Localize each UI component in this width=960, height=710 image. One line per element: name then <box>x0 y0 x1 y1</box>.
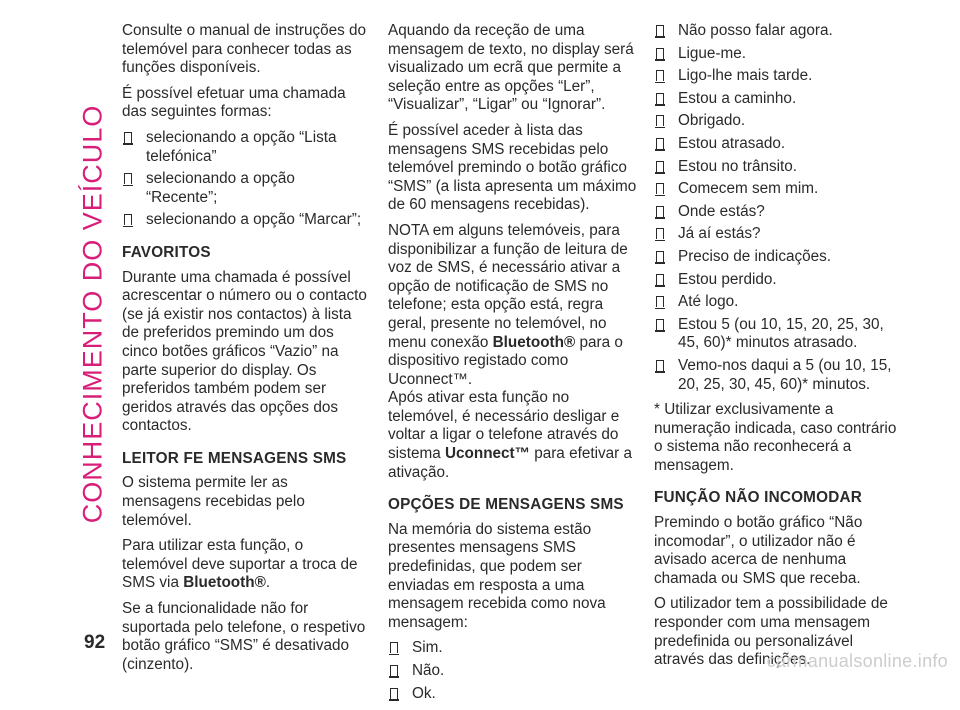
paragraph: Premindo o botão gráfico “Não incomodar”, o utilizador não é avisado acerca de nenhuma chamada ou SMS que receba. <box>654 514 863 587</box>
checkbox-bullet-icon <box>124 132 132 143</box>
list-item: selecionando a opção “Marcar”; <box>122 211 370 230</box>
paragraph: Para utilizar esta função, o telemóvel deve suportar a troca de SMS via Bluetooth®. <box>122 537 358 592</box>
list-item: Estou atrasado. <box>654 135 904 154</box>
paragraph: Durante uma chamada é possível acrescentar o número ou o contacto (se já existir nos contactos) à lista de preferidos premindo um dos cinco botões gráficos “Vazio” na parte superior do display. Os preferidos também podem ser geridos através das opções dos contactos. <box>122 268 367 435</box>
watermark: carmanualsonline.info <box>766 651 948 671</box>
heading-nao-incomodar: FUNÇÃO NÃO INCOMODAR <box>654 489 862 507</box>
checkbox-bullet-icon <box>656 70 664 81</box>
checkbox-bullet-icon <box>656 274 664 285</box>
paragraph: Consulte o manual de instruções do telemóvel para conhecer todas as funções disponíveis. <box>122 22 367 77</box>
sms-replies-list <box>388 639 638 703</box>
paragraph: Após ativar esta função no telemóvel, é necessário desligar e voltar a ligar o telefone através do sistema Uconnect™ para efetivar a ativação. <box>388 389 632 481</box>
paragraph: É possível efetuar uma chamada das seguintes formas: <box>122 84 346 121</box>
list-item: Estou perdido. <box>654 271 904 290</box>
list-item: Ok. <box>388 685 638 704</box>
section-side-title <box>78 14 108 614</box>
column-2 <box>388 22 638 710</box>
checkbox-bullet-icon <box>124 173 132 184</box>
checkbox-bullet-icon <box>656 115 664 126</box>
bold-term: Uconnect™ <box>444 445 530 463</box>
list-item: Vemo-nos daqui a 5 (ou 10, 15, 20, 25, 30, 45, 60)* minutos. <box>654 357 904 394</box>
list-item: Ligue-me. <box>654 45 904 64</box>
heading-opcoes-sms: OPÇÕES DE MENSAGENS SMS <box>388 496 624 514</box>
checkbox-bullet-icon <box>656 183 664 194</box>
list-item: Obrigado. <box>654 112 904 131</box>
checkbox-bullet-icon <box>656 251 664 262</box>
checkbox-bullet-icon <box>390 665 398 676</box>
list-item: Não. <box>388 662 638 681</box>
list-item: Onde estás? <box>654 203 904 222</box>
list-item: Até logo. <box>654 293 904 312</box>
checkbox-bullet-icon <box>656 319 664 330</box>
footnote: * Utilizar exclusivamente a numeração indicada, caso contrário o sistema não reconhecerá a mensagem. <box>654 401 897 474</box>
list-item: Estou a caminho. <box>654 90 904 109</box>
checkbox-bullet-icon <box>656 25 664 36</box>
checkbox-bullet-icon <box>656 48 664 59</box>
checkbox-bullet-icon <box>390 688 398 699</box>
heading-leitor-sms: LEITOR FE MENSAGENS SMS <box>122 449 347 467</box>
section-side-title-text: CONHECIMENTO DO VEÍCULO <box>77 104 108 524</box>
heading-favoritos: FAVORITOS <box>122 243 211 261</box>
checkbox-bullet-icon <box>656 138 664 149</box>
checkbox-bullet-icon <box>656 296 664 307</box>
paragraph: Aquando da receção de uma mensagem de texto, no display será visualizado um ecrã que permite a seleção entre as opções “Ler”, “Visualizar”, “Ligar” ou “Ignorar”. <box>388 22 634 114</box>
list-item: Estou 5 (ou 10, 15, 20, 25, 30, 45, 60)* minutos atrasado. <box>654 316 904 353</box>
checkbox-bullet-icon <box>656 360 664 371</box>
checkbox-bullet-icon <box>656 161 664 172</box>
bold-term: Bluetooth® <box>492 333 576 351</box>
list-item: Ligo-lhe mais tarde. <box>654 67 904 86</box>
list-item: Estou no trânsito. <box>654 158 904 177</box>
bold-term: Bluetooth® <box>183 574 266 592</box>
call-options-list <box>122 129 370 230</box>
paragraph: NOTA em alguns telemóveis, para disponibilizar a função de leitura de voz de SMS, é necessário ativar a opção de notificação de SMS no telefone; esta opção está, regra geral, presente no telemóvel, no menu conexão Bluetooth® para o dispositivo registado como Uconnect™. <box>388 221 628 388</box>
paragraph: Na memória do sistema estão presentes mensagens SMS predefinidas, que podem ser enviadas em resposta a uma mensagem recebida como nova mensagem: <box>388 520 606 631</box>
checkbox-bullet-icon <box>656 93 664 104</box>
column-3 <box>654 22 904 677</box>
checkbox-bullet-icon <box>124 214 132 225</box>
list-item: Preciso de indicações. <box>654 248 904 267</box>
paragraph: Se a funcionalidade não for suportada pelo telefone, o respetivo botão gráfico “SMS” é desativado (cinzento). <box>122 600 366 673</box>
paragraph: O sistema permite ler as mensagens recebidas pelo telemóvel. <box>122 474 305 529</box>
page-number: 92 <box>84 632 106 653</box>
list-item: selecionando a opção “Lista telefónica” <box>122 129 370 166</box>
list-item: Já aí estás? <box>654 225 904 244</box>
paragraph: O utilizador tem a possibilidade de responder com uma mensagem predefinida ou personalizável através das definições. <box>654 595 888 669</box>
sms-replies-list-continued <box>654 22 904 394</box>
list-item: Sim. <box>388 639 638 658</box>
checkbox-bullet-icon <box>390 642 398 653</box>
paragraph: É possível aceder à lista das mensagens SMS recebidas pelo telemóvel premindo o botão gráfico “SMS” (a lista apresenta um máximo de 60 mensagens recebidas). <box>388 121 637 214</box>
list-item: Comecem sem mim. <box>654 180 904 199</box>
checkbox-bullet-icon <box>656 206 664 217</box>
list-item: selecionando a opção “Recente”; <box>122 170 370 207</box>
list-item: Não posso falar agora. <box>654 22 904 41</box>
checkbox-bullet-icon <box>656 228 664 239</box>
column-1 <box>122 22 370 681</box>
